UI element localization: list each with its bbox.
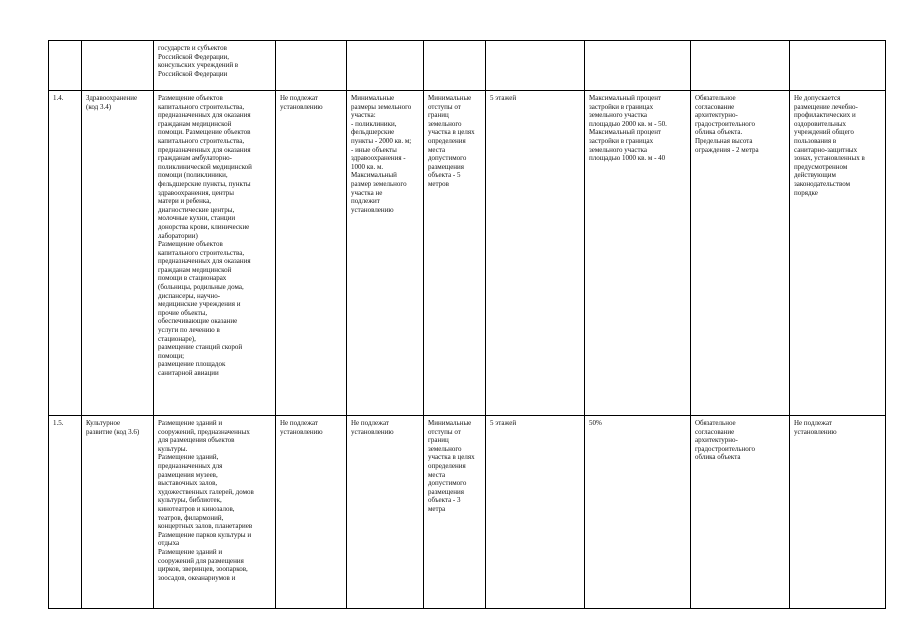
cell-other-params: Обязательное согласование архитектурно- градостроительного облика объекта. Предельная высота ограждения - 2 метра (691, 91, 790, 416)
cell-plot-size: Не подлежат установлению (276, 416, 347, 609)
cell-restrictions: Не допускается размещение лечебно- профилактических и оздоровительных учреждений общего пользования в санитарно-защитных зонах, установленных в предусмотренном действующим законодательством порядке (790, 91, 886, 416)
cell-description: Размещение объектов капитального строительства, предназначенных для оказания гражданам медицинской помощи. Размещение объектов капитального строительства, предназначенных для оказания гражданам амбулаторно- поликлинической медицинской помощи (поликлиники, фельдшерские пункты, пункты здравоохранения, центры матери и ребенка, диагностические центры, молочные кухни, станции донорства крови, клинические лаборатории) Размещение объектов капитального строительства, предназначенных для оказания гражданам медицинской помощи в стационарах (больницы, родильные дома, диспансеры, научно- медицинские учреждения и прочие объекты, обеспечивающие оказание услуги по лечению в стационаре), размещение станций скорой помощи; размещение площадок санитарной авиации (154, 91, 276, 416)
cell-setbacks (424, 41, 486, 91)
cell-floors (486, 41, 585, 91)
cell-coverage: 50% (585, 416, 691, 609)
cell-number: 1.4. (49, 91, 82, 416)
cell-land-use-type (82, 41, 154, 91)
cell-restrictions: Не подлежат установлению (790, 416, 886, 609)
cell-restrictions (790, 41, 886, 91)
table-row (49, 91, 886, 416)
cell-setbacks: Минимальные отступы от границ земельного участка в целях определения места допустимого размещения объекта - 5 метров (424, 91, 486, 416)
regulations-table (48, 40, 886, 609)
cell-plot-area (347, 41, 424, 91)
cell-coverage (585, 41, 691, 91)
cell-floors: 5 этажей (486, 416, 585, 609)
cell-land-use-type: Культурное развитие (код 3.6) (82, 416, 154, 609)
cell-description: государств и субъектов Российской Федерации, консульских учреждений в Российской Федерации (154, 41, 276, 91)
cell-number (49, 41, 82, 91)
cell-other-params (691, 41, 790, 91)
cell-plot-area: Минимальные размеры земельного участка: - поликлиники, фельдшерские пункты - 2000 кв. м; - иные объекты здравоохранения - 1000 кв. м. Максимальный размер земельного участка не подлежит установлению (347, 91, 424, 416)
cell-land-use-type: Здравоохранение (код 3.4) (82, 91, 154, 416)
cell-coverage: Максимальный процент застройки в границах земельного участка площадью 2000 кв. м - 50. Максимальный процент застройки в границах земельного участка площадью 1000 кв. м - 40 (585, 91, 691, 416)
cell-plot-size (276, 41, 347, 91)
cell-floors: 5 этажей (486, 91, 585, 416)
cell-description: Размещение зданий и сооружений, предназначенных для размещения объектов культуры. Размещение зданий, предназначенных для размещения музеев, выставочных залов, художественных галерей, домов культуры, библиотек, кинотеатров и кинозалов, театров, филармоний, концертных залов, планетариев Размещение парков культуры и отдыха Размещение зданий и сооружений для размещения цирков, зверинцев, зоопарков, зоосадов, океанариумов и (154, 416, 276, 609)
cell-other-params: Обязательное согласование архитектурно- градостроительного облика объекта (691, 416, 790, 609)
cell-plot-area: Не подлежат установлению (347, 416, 424, 609)
cell-number: 1.5. (49, 416, 82, 609)
table-row (49, 41, 886, 91)
table-row (49, 416, 886, 609)
cell-plot-size: Не подлежат установлению (276, 91, 347, 416)
cell-setbacks: Минимальные отступы от границ земельного участка в целях определения места допустимого размещения объекта - 3 метра (424, 416, 486, 609)
